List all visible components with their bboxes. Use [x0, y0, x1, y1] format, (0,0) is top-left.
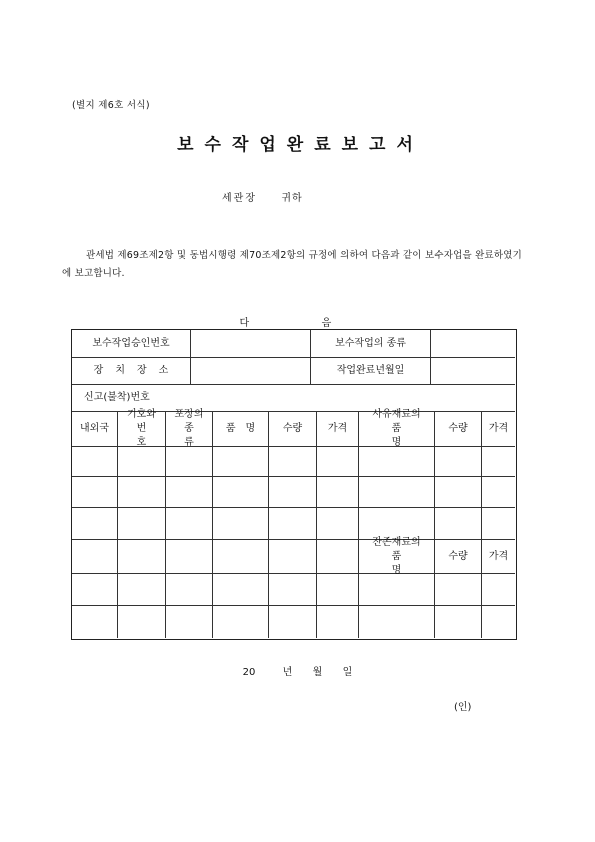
date-day-label: 일	[342, 667, 353, 678]
header-mark-number: 기호와 번호	[127, 409, 157, 448]
storage-location-label: 장치장소	[93, 365, 181, 376]
declaration-number-label: 신고(불착)번호	[84, 392, 150, 403]
seal-mark: (인)	[454, 702, 472, 713]
completion-date-label: 작업완료년월일	[336, 365, 405, 376]
approval-number-label: 보수작업승인번호	[92, 337, 170, 349]
header-item-name: 품명	[225, 423, 266, 434]
next-label	[0, 314, 595, 329]
approval-number-field[interactable]	[191, 330, 310, 357]
date-line	[0, 663, 595, 678]
header-remaining-price: 가격	[488, 550, 509, 562]
date-year-label: 년	[282, 667, 293, 678]
storage-location-field[interactable]	[191, 358, 310, 384]
report-body-text: 관세법 제69조제2항 및 동법시행령 제70조제2항의 규정에 의하여 다음과 같이 보수자업을 완료하였기에 보고합니다.	[62, 250, 522, 279]
header-remaining-quantity: 수량	[448, 550, 468, 562]
header-domestic-foreign: 내외국	[80, 423, 109, 434]
addressee-honorific: 귀하	[281, 193, 303, 204]
addressee-to: 세관장	[222, 193, 257, 204]
header-price: 가격	[327, 423, 348, 434]
header-remaining-material: 잔존재료의 품명	[372, 536, 440, 576]
page-title: 보수작업완료보고서	[177, 135, 424, 155]
header-used-quantity: 수량	[448, 423, 468, 434]
next-label-1: 다	[239, 318, 250, 329]
form-number-label: (별지 제6호 서식)	[72, 100, 150, 111]
date-month-label: 월	[312, 667, 323, 678]
report-form-table	[71, 329, 517, 640]
work-type-label: 보수작업의 종류	[335, 337, 406, 349]
header-package-type: 포장의 종류	[174, 409, 204, 448]
header-used-material: 사유재료의 품명	[372, 409, 440, 448]
addressee	[222, 189, 303, 204]
header-quantity: 수량	[282, 423, 303, 434]
date-year: 20	[242, 667, 256, 678]
next-label-2: 음	[321, 318, 332, 329]
work-type-field[interactable]	[431, 330, 515, 357]
completion-date-field[interactable]	[431, 358, 515, 384]
header-used-price: 가격	[488, 423, 509, 434]
